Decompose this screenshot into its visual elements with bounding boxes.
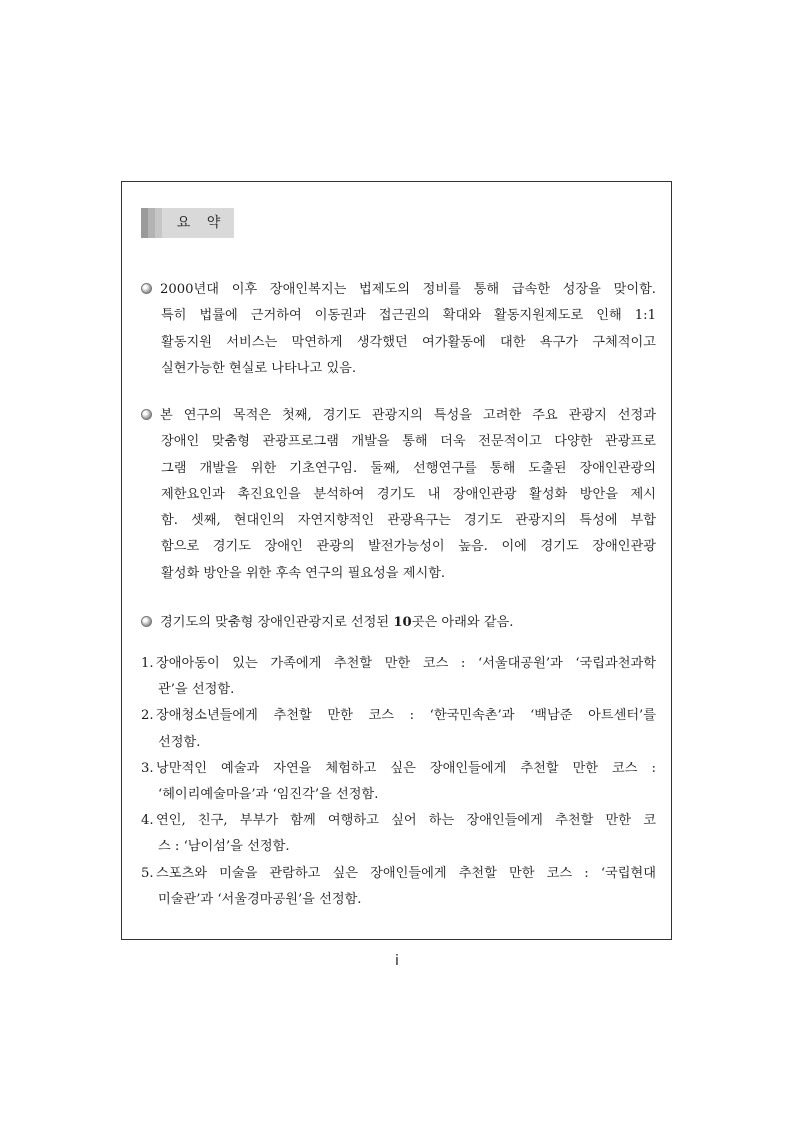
page-number: i xyxy=(395,953,399,969)
course-number: 4. xyxy=(141,813,154,829)
summary-title: 요 약 xyxy=(176,215,227,231)
course-item xyxy=(141,651,656,703)
course-line: 관’을 선정함. xyxy=(158,682,235,698)
heading-bar-light xyxy=(155,208,162,238)
course-number: 1. xyxy=(141,656,154,671)
intro-line: 특히 법률에 근거하여 이동권과 접근권의 확대와 활동지원제도로 인해 1:1 xyxy=(161,308,656,324)
purpose-line: 그램 개발을 위한 기초연구임. 둘째, 선행연구를 통해 도출된 장애인관광의 xyxy=(161,460,656,476)
summary-box xyxy=(121,181,672,940)
purpose-line: 장애인 맞춤형 관광프로그램 개발을 통해 더욱 전문적이고 다양한 관광프로 xyxy=(161,434,656,450)
course-line: 장애청소년들에게 추천할 만한 코스 : ‘한국민속촌’과 ‘백남준 아트센터’를 xyxy=(156,708,656,724)
heading-bar-mid xyxy=(148,208,155,238)
course-line: 장애아동이 있는 가족에게 추천할 만한 코스 : ‘서울대공원’과 ‘국립과천과학 xyxy=(156,656,656,671)
course-number: 2. xyxy=(141,708,154,724)
course-line: 스포츠와 미술을 관람하고 싶은 장애인들에게 추천할 만한 코스 : ‘국립현대 xyxy=(156,865,656,881)
selection-paragraph xyxy=(141,610,656,636)
selection-count: 10 xyxy=(393,615,412,630)
purpose-line: 제한요인과 촉진요인을 분석하여 경기도 내 장애인관광 활성화 방안을 제시 xyxy=(161,486,656,502)
course-item xyxy=(141,756,656,808)
course-line: 낭만적인 예술과 자연을 체험하고 싶은 장애인들에게 추천할 만한 코스 : xyxy=(156,760,656,776)
course-list xyxy=(141,651,656,913)
course-line: 스 : ‘남이섬’을 선정함. xyxy=(158,839,290,855)
bullet-icon xyxy=(141,616,152,627)
course-line: 연인, 친구, 부부가 함께 여행하고 싶어 하는 장애인들에게 추천할 만한 코 xyxy=(156,813,656,829)
intro-line: 실현가능한 현실로 나타나고 있음. xyxy=(161,360,357,376)
course-number: 5. xyxy=(141,865,154,881)
course-item xyxy=(141,703,656,755)
intro-line: 2000년대 이후 장애인복지는 법제도의 정비를 통해 급속한 성장을 맞이함. xyxy=(141,277,656,303)
purpose-paragraph xyxy=(141,403,656,587)
purpose-line: 함으로 경기도 장애인 관광의 발전가능성이 높음. 이에 경기도 장애인관광 xyxy=(161,539,656,555)
course-line: 선정함. xyxy=(158,734,201,750)
course-item xyxy=(141,861,656,913)
course-number: 3. xyxy=(141,760,154,776)
purpose-line: 활성화 방안을 위한 후속 연구의 필요성을 제시함. xyxy=(161,565,446,581)
course-item xyxy=(141,808,656,860)
course-line: ‘헤이리예술마을’과 ‘임진각’을 선정함. xyxy=(158,787,379,803)
selection-line: 경기도의 맞춤형 장애인관광지로 선정된 10곳은 아래와 같음. xyxy=(141,610,656,636)
bullet-icon xyxy=(141,283,152,294)
course-line: 미술관’과 ‘서울경마공원’을 선정함. xyxy=(158,891,362,907)
intro-paragraph xyxy=(141,277,656,382)
bullet-icon xyxy=(141,409,152,420)
summary-heading xyxy=(141,208,234,238)
heading-bar-dark xyxy=(141,208,148,238)
purpose-line: 본 연구의 목적은 첫째, 경기도 관광지의 특성을 고려한 주요 관광지 선정과 xyxy=(141,403,656,429)
purpose-line: 함. 셋째, 현대인의 자연지향적인 관광욕구는 경기도 관광지의 특성에 부합 xyxy=(161,513,656,529)
intro-line: 활동지원 서비스는 막연하게 생각했던 여가활동에 대한 욕구가 구체적이고 xyxy=(161,334,656,350)
